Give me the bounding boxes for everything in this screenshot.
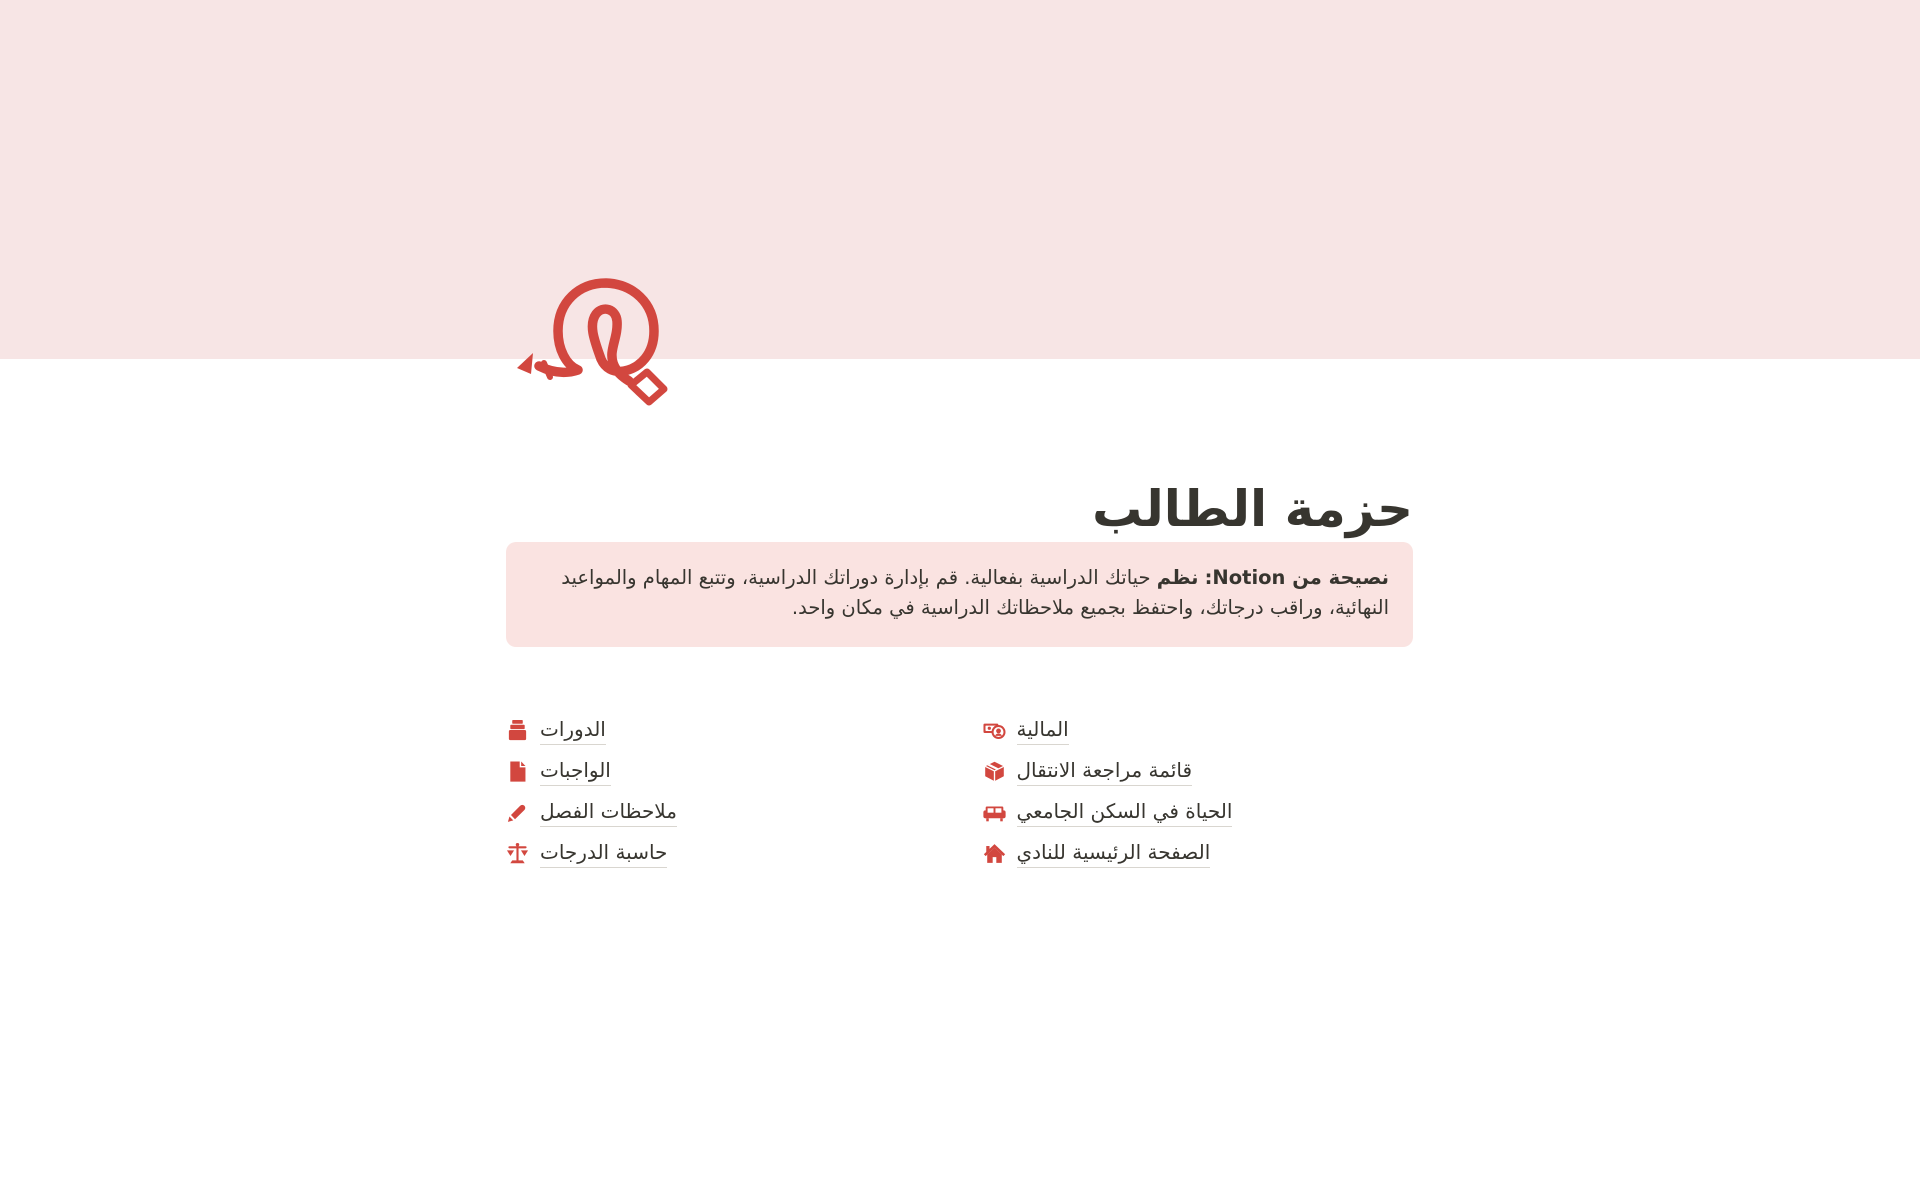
link-grade-calculator[interactable] — [506, 833, 937, 874]
document-icon — [506, 760, 529, 783]
pencil-icon — [506, 801, 529, 824]
link-club-homepage[interactable] — [983, 833, 1414, 874]
link-label: الحياة في السكن الجامعي — [1017, 799, 1233, 827]
money-icon — [983, 719, 1006, 742]
callout-bold-prefix: نصيحة من Notion: — [1204, 566, 1389, 589]
books-stack-icon — [506, 719, 529, 742]
link-columns — [506, 710, 1413, 874]
house-icon — [983, 842, 1006, 865]
page-content — [506, 0, 1413, 1199]
link-dorm-life[interactable] — [983, 792, 1414, 833]
links-right-column — [983, 710, 1414, 874]
link-finances[interactable] — [983, 710, 1414, 751]
link-courses[interactable] — [506, 710, 937, 751]
callout-bold-word: نظم — [1156, 566, 1199, 589]
notion-tip-callout — [506, 542, 1413, 647]
scale-icon — [506, 842, 529, 865]
link-moving-checklist[interactable] — [983, 751, 1414, 792]
callout-body-text: حياتك الدراسية بفعالية. قم بإدارة دوراتك الدراسية، وتتبع المهام والمواعيد النهائية، وراقب درجاتك، واحتفظ بجميع ملاحظاتك الدراسية في مكان واحد. — [561, 566, 1389, 619]
page-title: حزمة الطالب — [1092, 479, 1413, 538]
link-assignments[interactable] — [506, 751, 937, 792]
link-label: حاسبة الدرجات — [540, 840, 667, 868]
link-label: الدورات — [540, 717, 606, 745]
link-label: الواجبات — [540, 758, 611, 786]
link-label: قائمة مراجعة الانتقال — [1017, 758, 1193, 786]
link-label: الصفحة الرئيسية للنادي — [1017, 840, 1211, 868]
link-label: ملاحظات الفصل — [540, 799, 677, 827]
moving-box-icon — [983, 760, 1006, 783]
links-left-column — [506, 710, 937, 874]
couch-icon — [983, 801, 1006, 824]
link-class-notes[interactable] — [506, 792, 937, 833]
link-label: المالية — [1017, 717, 1069, 745]
